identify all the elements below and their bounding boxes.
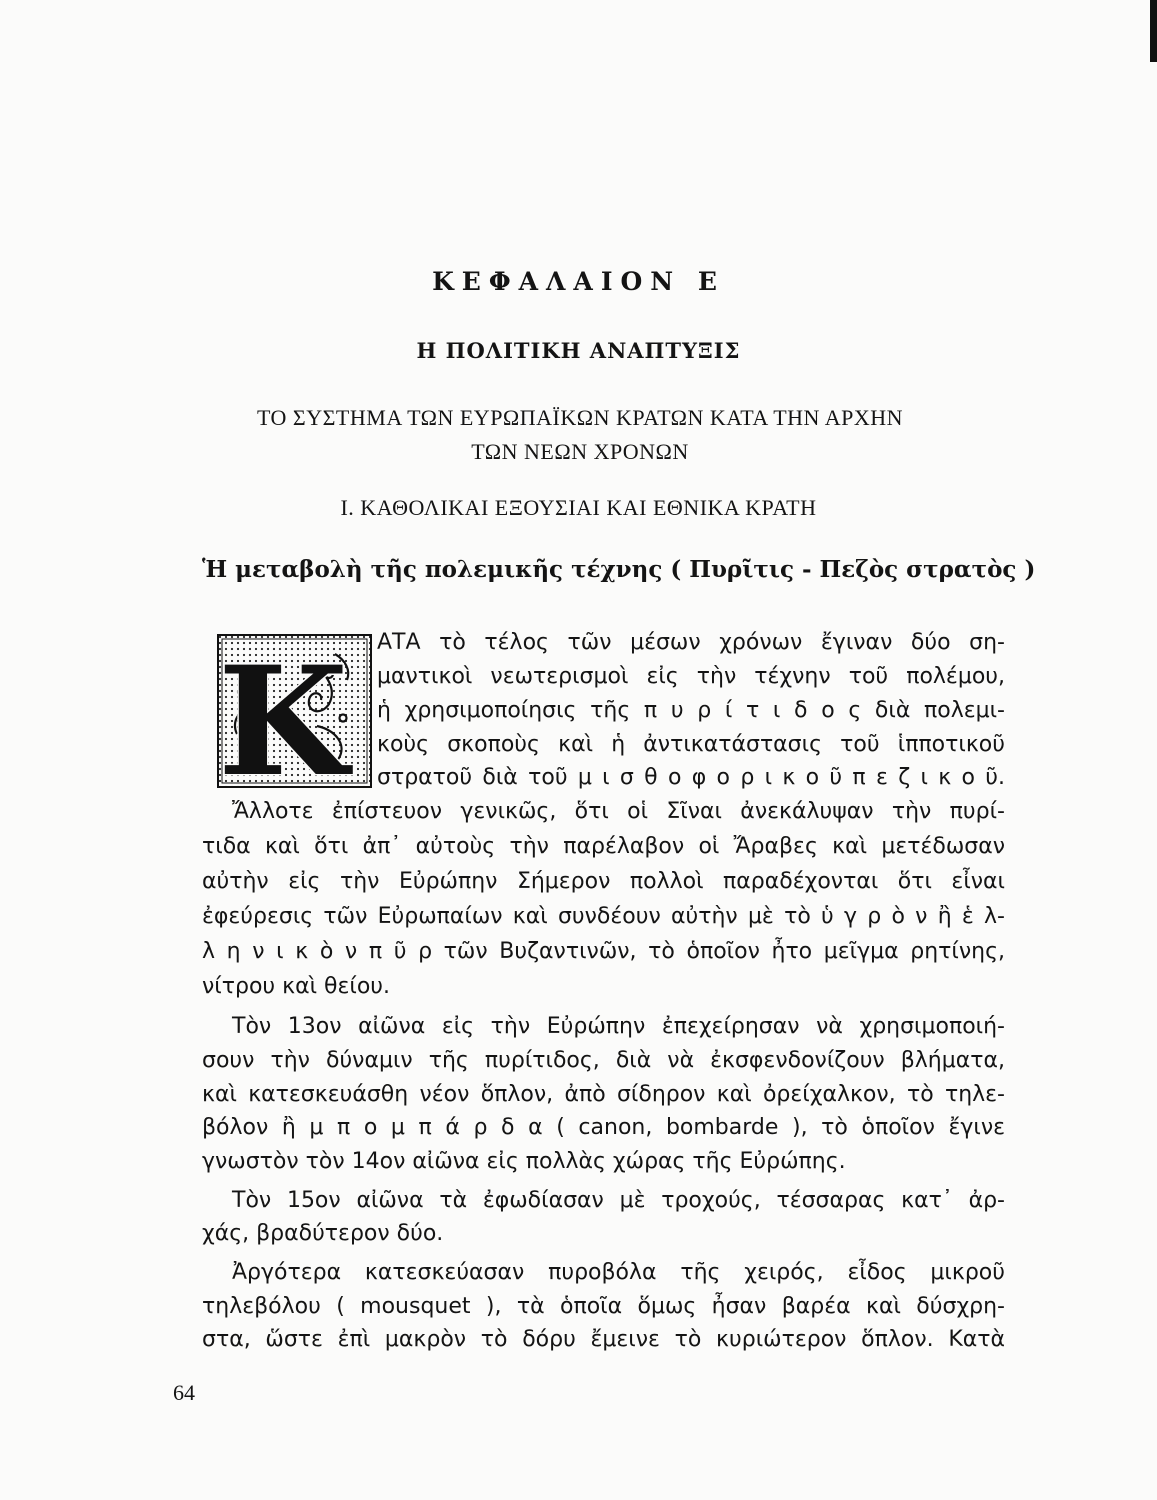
body-line-7: τιδα καὶ ὅτι ἀπ᾽ αὐτοὺς τὴν παρέλαβον οἱ Ἄραβες καὶ μετέδωσαν: [202, 834, 1005, 859]
section-title-line-1: ΤΟ ΣΥΣΤΗΜΑ ΤΩΝ ΕΥΡΩΠΑΪΚΩΝ ΚΡΑΤΩΝ ΚΑΤΑ ΤΗΝ ΑΡΧΗΝ: [257, 405, 903, 430]
section-title-line-2: ΤΩΝ ΝΕΩΝ ΧΡΟΝΩΝ: [471, 439, 689, 464]
body-line-2: μαντικοὶ νεωτερισμοὶ εἰς τὴν τέχνην τοῦ πολέμου,: [377, 664, 1005, 689]
chapter-title: ΚΕΦΑΛΑΙΟΝ Ε: [432, 267, 725, 296]
body-line-16: γνωστὸν τὸν 14ον αἰῶνα εἰς πολλὰς χώρας τῆς Εὐρώπης.: [202, 1149, 846, 1174]
body-line-18: χάς, βραδύτερον δύο.: [202, 1221, 444, 1246]
body-line-17: Τὸν 15ον αἰῶνα τὰ ἐφωδίασαν μὲ τροχούς, τέσσαρας κατ᾽ ἀρ-: [232, 1188, 1005, 1213]
body-line-3: ἡ χρησιμοποίησις τῆς π υ ρ ί τ ι δ ο ς διὰ πολεμι-: [377, 698, 1005, 723]
scan-edge-mark: [1150, 0, 1157, 62]
body-line-4: κοὺς σκοποὺς καὶ ἡ ἀντικατάστασις τοῦ ἱπποτικοῦ: [377, 732, 1005, 757]
body-line-21: στα, ὥστε ἐπὶ μακρὸν τὸ δόρυ ἔμεινε τὸ κυριώτερον ὅπλον. Κατὰ: [202, 1327, 1005, 1352]
section-title: [180, 401, 980, 469]
body-line-15: βόλον ἢ μ π ο μ π ά ρ δ α ( canon, bombarde ), τὸ ὁποῖον ἔγινε: [202, 1115, 1005, 1140]
body-line-10: λ η ν ι κ ὸ ν π ῦ ρ τῶν Βυζαντινῶν, τὸ ὁποῖον ἦτο μεῖγμα ρητίνης,: [202, 939, 1005, 964]
drop-cap-ornament: [217, 634, 372, 788]
body-line-8: αὐτὴν εἰς τὴν Εὐρώπην Σήμερον πολλοὶ παραδέχονται ὅτι εἶναι: [202, 869, 1005, 894]
body-line-9: ἐφεύρεσις τῶν Εὐρωπαίων καὶ συνδέουν αὐτὴν μὲ τὸ ὑ γ ρ ὸ ν ἢ ἑ λ-: [202, 904, 1005, 929]
body-line-1: ΑΤΑ τὸ τέλος τῶν μέσων χρόνων ἔγιναν δύο ση-: [377, 630, 1005, 655]
body-line-13: σουν τὴν δύναμιν τῆς πυρίτιδος, διὰ νὰ ἐκσφενδονίζουν βλήματα,: [202, 1048, 1005, 1073]
part-title: Η ΠΟΛΙΤΙΚΗ ΑΝΑΠΤΥΞΙΣ: [416, 338, 741, 363]
page-number: 64: [173, 1380, 195, 1405]
body-line-14: καὶ κατεσκευάσθη νέον ὅπλον, ἀπὸ σίδηρον καὶ ὀρείχαλκον, τὸ τηλε-: [202, 1082, 1005, 1107]
subsection-title: Ι. ΚΑΘΟΛΙΚΑΙ ΕΞΟΥΣΙΑΙ ΚΑΙ ΕΘΝΙΚΑ ΚΡΑΤΗ: [340, 495, 817, 520]
body-line-20: τηλεβόλου ( mousquet ), τὰ ὁποῖα ὅμως ἦσαν βαρέα καὶ δύσχρη-: [202, 1294, 1005, 1319]
body-line-12: Τὸν 13ον αἰῶνα εἰς τὴν Εὐρώπην ἐπεχείρησαν νὰ χρησιμοποιή-: [232, 1014, 1005, 1039]
body-line-19: Ἀργότερα κατεσκεύασαν πυροβόλα τῆς χειρός, εἶδος μικροῦ: [232, 1260, 1005, 1285]
body-line-11: νίτρου καὶ θείου.: [202, 974, 391, 999]
drop-cap-letter: Κ: [217, 634, 349, 788]
body-line-6: Ἄλλοτε ἐπίστευον γενικῶς, ὅτι οἱ Σῖναι ἀνεκάλυψαν τὴν πυρί-: [232, 799, 1005, 824]
topic-heading: Ἡ μεταβολὴ τῆς πολεμικῆς τέχνης ( Πυρῖτις - Πεζὸς στρατὸς ): [202, 556, 1036, 583]
body-line-5: στρατοῦ διὰ τοῦ μ ι σ θ ο φ ο ρ ι κ ο ῦ π ε ζ ι κ ο ῦ.: [377, 765, 1005, 790]
